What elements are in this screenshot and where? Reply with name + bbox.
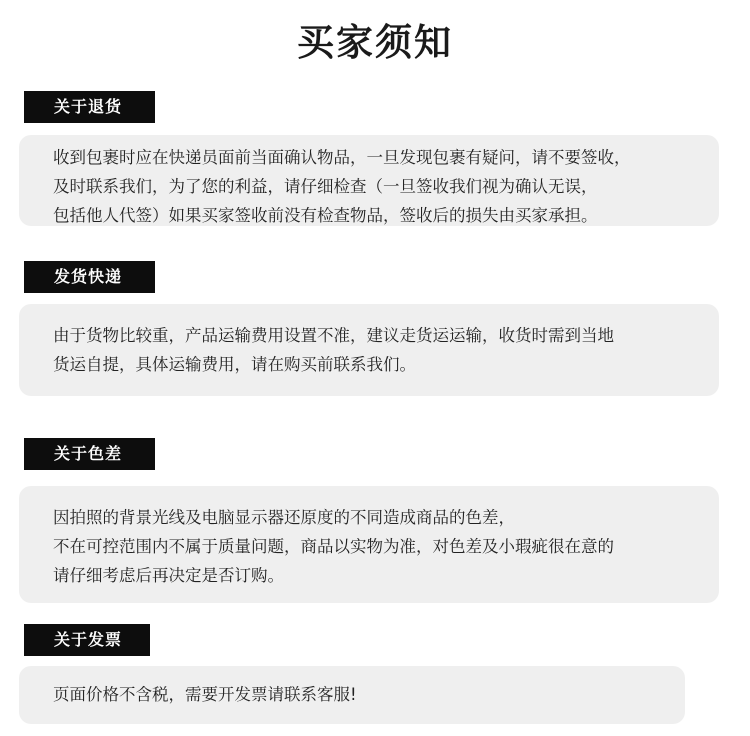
section-text-line: 包括他人代签）如果买家签收前没有检查物品，签收后的损失由买家承担。 (53, 206, 598, 225)
section-text-line: 及时联系我们，为了您的利益，请仔细检查（一旦签收我们视为确认无误， (53, 177, 598, 196)
section-text-line: 因拍照的背景光线及电脑显示器还原度的不同造成商品的色差， (53, 508, 515, 527)
section-label-returns: 关于退货 (24, 91, 155, 123)
section-label-color-difference: 关于色差 (24, 438, 155, 470)
section-box-returns (19, 135, 719, 226)
section-text-line: 收到包裹时应在快递员面前当面确认物品，一旦发现包裹有疑问，请不要签收， (53, 148, 631, 167)
page-title: 买家须知 (297, 21, 453, 64)
section-box-shipping (19, 304, 719, 396)
section-text-line: 由于货物比较重，产品运输费用设置不准，建议走货运运输，收货时需到当地 (53, 326, 614, 345)
section-box-invoice (19, 666, 685, 724)
section-text-line: 不在可控范围内不属于质量问题，商品以实物为准，对色差及小瑕疵很在意的 (53, 537, 614, 556)
section-text-line: 货运自提，具体运输费用，请在购买前联系我们。 (53, 355, 416, 374)
section-text-line: 页面价格不含税，需要开发票请联系客服! (53, 685, 357, 704)
section-text-line: 请仔细考虑后再决定是否订购。 (53, 566, 284, 585)
section-label-shipping: 发货快递 (24, 261, 155, 293)
section-label-invoice: 关于发票 (24, 624, 150, 656)
section-box-color-difference (19, 486, 719, 603)
